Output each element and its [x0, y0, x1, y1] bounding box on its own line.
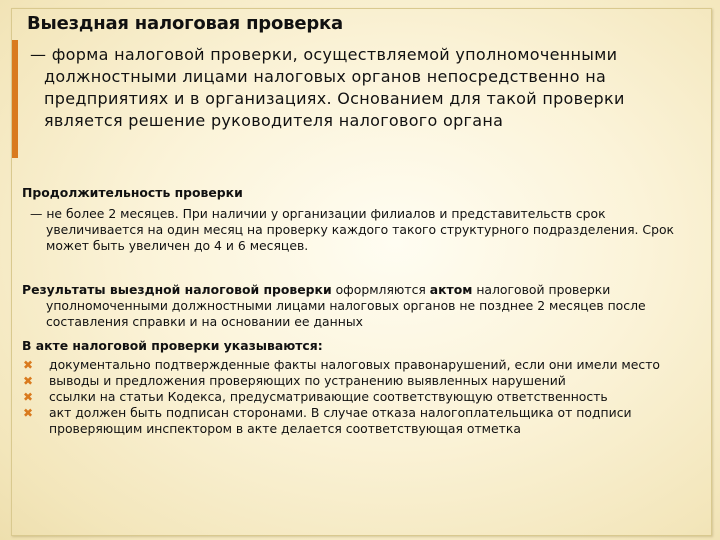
results-paragraph: [22, 282, 690, 330]
bullet-x-icon: ✖: [23, 358, 34, 372]
act-heading: В акте налоговой проверки указываются:: [22, 338, 323, 353]
bullet-text: документально подтвержденные факты налоговых правонарушений, если они имели место: [49, 357, 661, 372]
results-mid: оформляются: [331, 282, 430, 297]
bullet-x-icon: ✖: [23, 374, 34, 388]
bullet-text: ссылки на статьи Кодекса, предусматривающие соответствующую ответственность: [49, 389, 608, 404]
bullet-x-icon: ✖: [23, 406, 34, 420]
results-bold-act: актом: [429, 282, 473, 297]
list-item: [22, 357, 690, 373]
bullet-x-icon: ✖: [23, 390, 34, 404]
duration-text: [22, 206, 690, 254]
slide-title: Выездная налоговая проверка: [27, 13, 344, 34]
slide-header: [27, 12, 707, 132]
results-body: [22, 282, 690, 330]
list-item: [22, 389, 690, 405]
accent-bar: [12, 40, 18, 158]
results-rest: налоговой проверки уполномоченными должностными лицами налоговых органов не позднее 2 месяцев после составления справки и на основании ее данных: [46, 282, 646, 329]
list-item: [22, 405, 690, 437]
bullet-text: акт должен быть подписан сторонами. В случае отказа налогоплательщика от подписи проверяющим инспектором в акте делается соответствующая отметка: [49, 405, 632, 436]
act-bullet-list: [22, 357, 690, 437]
duration-heading: Продолжительность проверки: [22, 185, 243, 200]
duration-text-body: — не более 2 месяцев. При наличии у организации филиалов и представительств срок увеличивается на один месяц на проверку каждого такого структурного подразделения. Срок может быть увеличен до 4 и 6 месяцев.: [30, 206, 675, 253]
list-item: [22, 373, 690, 389]
results-bold-start: Результаты выездной налоговой проверки: [22, 282, 332, 297]
lead-text: форма налоговой проверки, осуществляемой уполномоченными должностными лицами налоговых органов непосредственно на предприятиях и в организациях. Основанием для такой проверки является решение руководителя налогового органа: [44, 45, 625, 130]
lead-dash: —: [30, 45, 47, 64]
lead-paragraph: [30, 44, 707, 132]
bullet-text: выводы и предложения проверяющих по устранению выявленных нарушений: [49, 373, 566, 388]
